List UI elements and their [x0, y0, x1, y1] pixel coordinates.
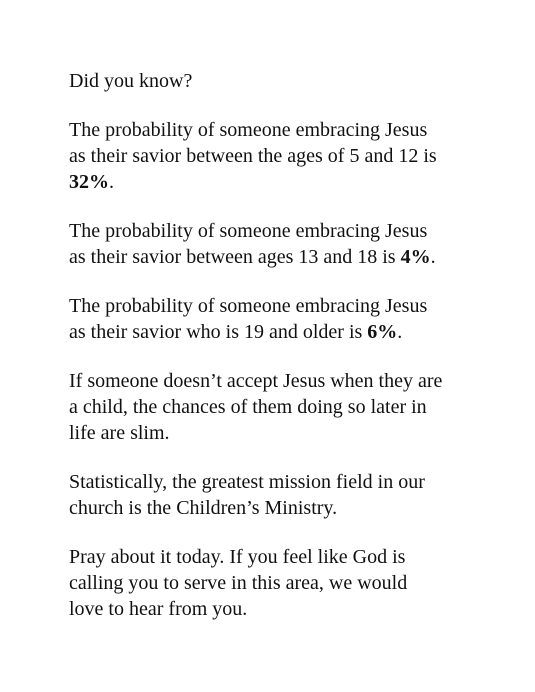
paragraph-line: The probability of someone embracing Jesus — [69, 220, 428, 242]
paragraph-line: Statistically, the greatest mission field in our — [69, 471, 425, 493]
punctuation: . — [397, 321, 403, 343]
paragraph-line: church is the Children’s Ministry. — [69, 497, 338, 519]
paragraph-line: a child, the chances of them doing so later in — [69, 396, 427, 418]
percentage-value: 4% — [400, 246, 431, 268]
paragraph-line: life are slim. — [69, 422, 170, 444]
paragraph-line: as their savior between the ages of 5 and 12 is — [69, 145, 437, 167]
heading-text: Did you know? — [69, 70, 193, 92]
paragraph-line: calling you to serve in this area, we would — [69, 572, 408, 594]
punctuation: . — [430, 246, 436, 268]
paragraph-line: The probability of someone embracing Jesus — [69, 295, 428, 317]
paragraph-line: If someone doesn’t accept Jesus when they are — [69, 370, 443, 392]
document-body — [69, 68, 489, 645]
heading — [69, 68, 489, 94]
paragraph-line: The probability of someone embracing Jesus — [69, 119, 428, 141]
paragraph-mission-field — [69, 469, 489, 521]
paragraph-childhood — [69, 368, 489, 446]
percentage-value: 32% — [69, 171, 109, 193]
paragraph-ages-19-plus — [69, 293, 489, 345]
line-text: as their savior between ages 13 and 18 is — [69, 246, 401, 268]
paragraph-line — [69, 244, 489, 270]
punctuation: . — [109, 171, 114, 193]
paragraph-ages-5-12 — [69, 117, 489, 195]
paragraph-call-to-action — [69, 544, 489, 622]
paragraph-line — [69, 169, 489, 195]
paragraph-line: love to hear from you. — [69, 598, 248, 620]
percentage-value: 6% — [367, 321, 398, 343]
paragraph-ages-13-18 — [69, 218, 489, 270]
paragraph-line — [69, 319, 489, 345]
line-text: as their savior who is 19 and older is — [69, 321, 368, 343]
paragraph-line: Pray about it today. If you feel like God is — [69, 546, 406, 568]
